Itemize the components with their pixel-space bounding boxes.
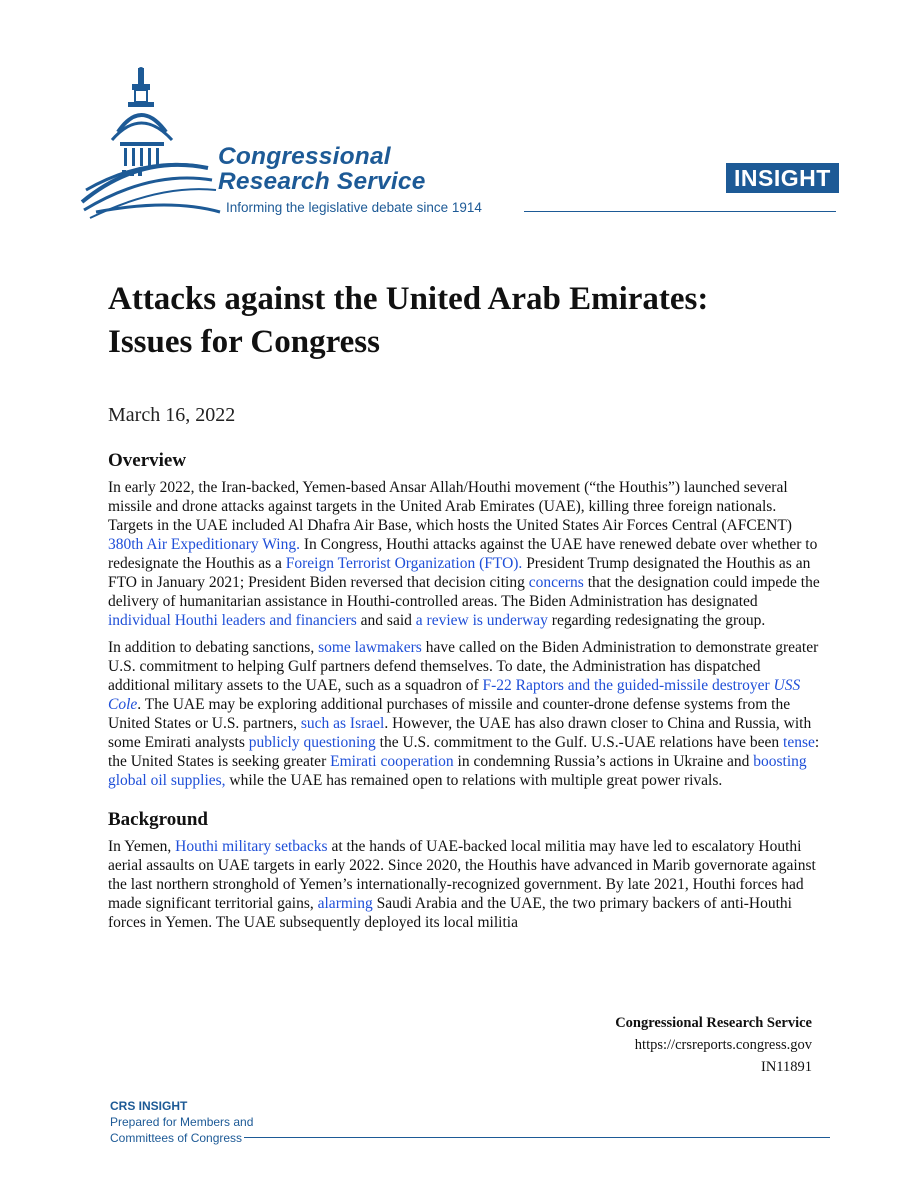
title-line-2: Issues for Congress: [108, 324, 380, 360]
footer-url[interactable]: https://crsreports.congress.gov: [634, 1037, 812, 1053]
link-such-as-israel[interactable]: such as Israel: [300, 715, 385, 732]
logo-wordmark: [218, 144, 426, 194]
capitol-dome-icon: [80, 62, 230, 222]
crs-insight-footer: [110, 1098, 253, 1146]
background-heading: Background: [108, 809, 208, 830]
background-paragraph-1: In Yemen, Houthi military setbacks at the hands of UAE-backed local militia may have led to escalatory Houthi aerial assaults on UAE targets in early 2022. Since 2020, the Houthis have advanced in Marib governorate against the last northern stronghold of Yemen’s internationally-recognized government. By late 2021, Houthi forces had made significant territorial gains, alarming Saudi Arabia and the UAE, the two primary backers of anti-Houthi forces in Yemen. The UAE subsequently deployed its local militia: [108, 838, 816, 931]
link-houthi-leaders[interactable]: individual Houthi leaders and financiers: [108, 612, 357, 629]
overview-paragraph-1: In early 2022, the Iran-backed, Yemen-based Ansar Allah/Houthi movement (“the Houthis”) launched several missile and drone attacks against targets in the United Arab Emirates (UAE), killing three foreign nationals. Targets in the UAE included Al Dhafra Air Base, which hosts the United States Air Forces Central (AFCENT) 380th Air Expeditionary Wing. In Congress, Houthi attacks against the UAE have renewed debate over whether to redesignate the Houthis as a Foreign Terrorist Organization (FTO). President Trump designated the Houthis as an FTO in January 2021; President Biden reversed that decision citing concerns that the designation could impede the delivery of humanitarian assistance in Houthi-controlled areas. The Biden Administration has designated individual Houthi leaders and financiers and said a review is underway regarding redesignating the group.: [108, 479, 820, 629]
link-review-underway[interactable]: a review is underway: [415, 612, 548, 629]
crs-insight-label: CRS INSIGHT: [110, 1099, 188, 1113]
footer-report-id: IN11891: [760, 1059, 812, 1075]
footer-org: Congressional Research Service: [615, 1015, 812, 1031]
link-f22-uss-cole[interactable]: F-22 Raptors and the guided-missile destroyer USS Cole: [108, 677, 801, 713]
logo-line-1: Congressional: [218, 143, 391, 170]
logo-tagline: Informing the legislative debate since 1914: [226, 200, 482, 215]
crs-footer-line-2: Prepared for Members and: [110, 1115, 254, 1129]
page-footer: [615, 1012, 812, 1078]
title-line-1: Attacks against the United Arab Emirates:: [108, 281, 709, 317]
crs-logo: [80, 62, 540, 222]
logo-line-2: Research Service: [218, 168, 426, 195]
publication-date: March 16, 2022: [108, 404, 236, 426]
link-fto[interactable]: Foreign Terrorist Organization (FTO).: [285, 555, 523, 572]
link-oil-supplies[interactable]: boosting global oil supplies,: [108, 753, 807, 789]
overview-heading: Overview: [108, 450, 187, 471]
link-380th-wing[interactable]: 380th Air Expeditionary Wing.: [108, 536, 300, 553]
link-emirati-cooperation[interactable]: Emirati cooperation: [330, 753, 454, 770]
header-divider: [524, 211, 836, 212]
link-some-lawmakers[interactable]: some lawmakers: [318, 639, 422, 656]
crs-footer-line-3: Committees of Congress: [110, 1131, 243, 1145]
footer-divider: [244, 1137, 830, 1138]
document-body: [108, 449, 820, 940]
overview-paragraph-2: In addition to debating sanctions, some lawmakers have called on the Biden Administration to demonstrate greater U.S. commitment to helping Gulf partners defend themselves. To date, the Administration has dispatched additional military assets to the UAE, such as a squadron of F-22 Raptors and the guided-missile destroyer USS Cole. The UAE may be exploring additional purchases of missile and counter-drone defense systems from the United States or U.S. partners, such as Israel. However, the UAE has also drawn closer to China and Russia, with some Emirati analysts publicly questioning the U.S. commitment to the Gulf. U.S.-UAE relations have been tense: the United States is seeking greater Emirati cooperation in condemning Russia’s actions in Ukraine and boosting global oil supplies, while the UAE has remained open to relations with multiple great power rivals.: [108, 639, 820, 789]
link-tense[interactable]: tense: [783, 734, 815, 751]
insight-badge: INSIGHT: [726, 163, 839, 193]
link-houthi-setbacks[interactable]: Houthi military setbacks: [175, 838, 328, 855]
link-alarming[interactable]: alarming: [317, 895, 373, 912]
page-title: [108, 278, 808, 364]
link-publicly-questioning[interactable]: publicly questioning: [248, 734, 376, 751]
link-concerns[interactable]: concerns: [528, 574, 584, 591]
